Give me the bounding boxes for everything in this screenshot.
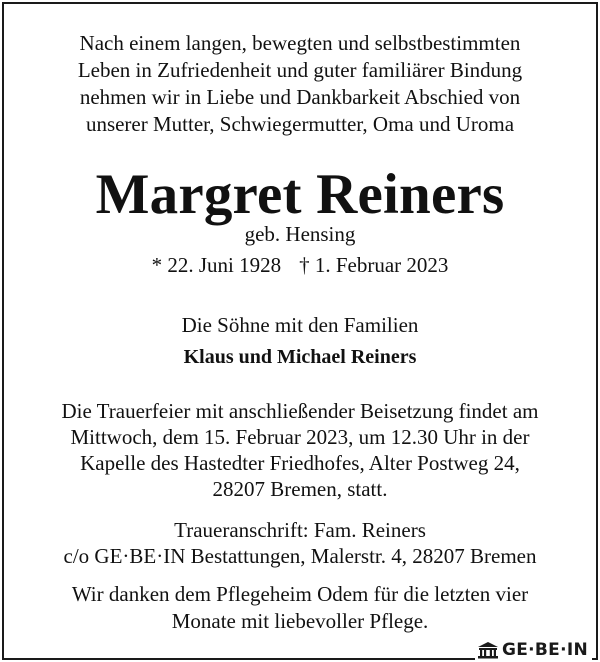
thanks-text [0, 581, 600, 635]
address-line: Traueranschrift: Fam. Reiners [174, 518, 426, 542]
thanks-line: Monate mit liebevoller Pflege. [171, 609, 429, 633]
death-date: † 1. Februar 2023 [299, 253, 449, 277]
ceremony-line: Die Trauerfeier mit anschließender Beisetzung findet am [61, 399, 539, 423]
intro-line: Leben in Zufriedenheit und guter familiärer Bindung [77, 58, 523, 82]
intro-line: unserer Mutter, Schwiegermutter, Oma und Uroma [85, 112, 515, 136]
ceremony-line: Kapelle des Hastedter Friedhofes, Alter Postweg 24, [80, 451, 520, 475]
ceremony-line: Mittwoch, dem 15. Februar 2023, um 12.30 Uhr in der [70, 425, 530, 449]
intro-text [0, 30, 600, 138]
family-intro: Die Söhne mit den Familien [181, 313, 419, 337]
life-dates [0, 251, 600, 279]
gebein-logo-text: GE·BE·IN [501, 639, 588, 660]
gebein-logo-icon [477, 641, 499, 659]
address-line: c/o GE·BE·IN Bestattungen, Malerstr. 4, 28207 Bremen [63, 544, 537, 568]
intro-line: nehmen wir in Liebe und Dankbarkeit Abschied von [79, 85, 521, 109]
family-names: Klaus und Michael Reiners [183, 346, 417, 368]
intro-line: Nach einem langen, bewegten und selbstbestimmten [79, 31, 521, 55]
maiden-name: geb. Hensing [244, 222, 356, 246]
thanks-line: Wir danken dem Pflegeheim Odem für die letzten vier [71, 582, 529, 606]
deceased-name: Margret Reiners [95, 163, 505, 226]
birth-date: * 22. Juni 1928 [151, 253, 282, 277]
gebein-logo [475, 639, 592, 660]
ceremony-line: 28207 Bremen, statt. [212, 477, 388, 501]
mourning-address [0, 517, 600, 569]
ceremony-text [0, 398, 600, 502]
